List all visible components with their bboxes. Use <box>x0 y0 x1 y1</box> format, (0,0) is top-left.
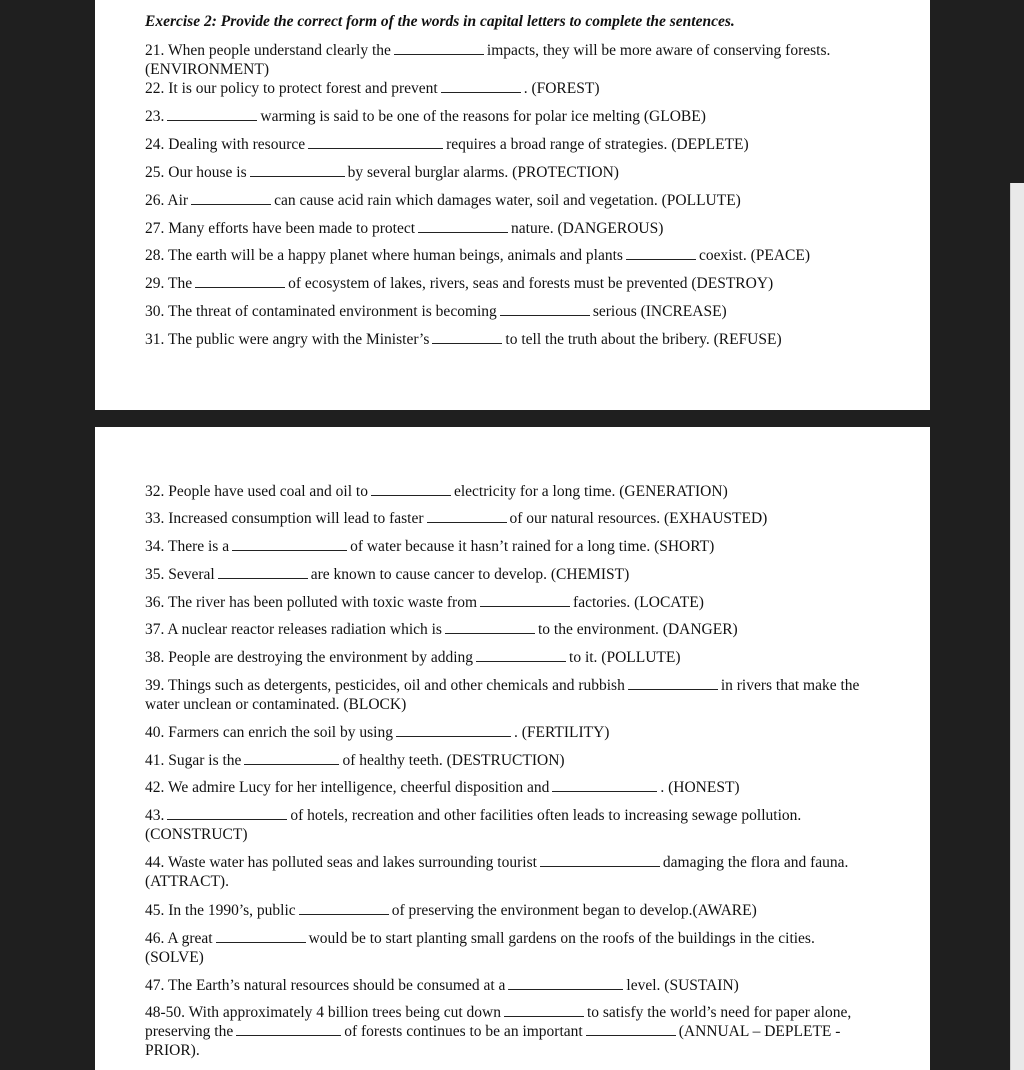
question-38: 38. People are destroying the environment by adding to it. (POLLUTE) <box>145 649 681 666</box>
question-36: 36. The river has been polluted with toxic waste from factories. (LOCATE) <box>145 594 704 611</box>
scrollbar[interactable] <box>1010 183 1024 1070</box>
answer-blank[interactable] <box>445 620 535 634</box>
exercise-title: Exercise 2: Provide the correct form of the words in capital letters to complete the sentences. <box>145 13 735 30</box>
answer-blank[interactable] <box>396 723 511 737</box>
question-29: 29. The of ecosystem of lakes, rivers, seas and forests must be prevented (DESTROY) <box>145 275 774 292</box>
question-30: 30. The threat of contaminated environment is becoming serious (INCREASE) <box>145 303 727 320</box>
question-21: 21. When people understand clearly the impacts, they will be more aware of conserving forests. (ENVIRONMENT) <box>145 42 831 78</box>
answer-blank[interactable] <box>167 806 287 820</box>
answer-blank[interactable] <box>232 537 347 551</box>
question-35: 35. Several are known to cause cancer to develop. (CHEMIST) <box>145 566 630 583</box>
question-45: 45. In the 1990’s, public of preserving the environment began to develop.(AWARE) <box>145 902 757 919</box>
answer-blank[interactable] <box>308 135 443 149</box>
answer-blank[interactable] <box>418 219 508 233</box>
answer-blank[interactable] <box>394 41 484 55</box>
question-46: 46. A great would be to start planting small gardens on the roofs of the buildings in the cities. (SOLVE) <box>145 930 815 966</box>
question-23: 23. warming is said to be one of the reasons for polar ice melting (GLOBE) <box>145 108 706 125</box>
question-34: 34. There is a of water because it hasn’t rained for a long time. (SHORT) <box>145 538 715 555</box>
answer-blank[interactable] <box>500 302 590 316</box>
question-37: 37. A nuclear reactor releases radiation which is to the environment. (DANGER) <box>145 621 738 638</box>
worksheet-page-2 <box>95 427 930 1070</box>
question-43: 43. of hotels, recreation and other facilities often leads to increasing sewage pollution. (CONSTRUCT) <box>145 807 802 843</box>
answer-blank[interactable] <box>244 751 339 765</box>
answer-blank[interactable] <box>552 778 657 792</box>
answer-blank[interactable] <box>195 274 285 288</box>
answer-blank[interactable] <box>371 482 451 496</box>
question-39: 39. Things such as detergents, pesticides, oil and other chemicals and rubbish in rivers that make the water unclean or contaminated. (BLOCK) <box>145 677 860 713</box>
question-25: 25. Our house is by several burglar alarms. (PROTECTION) <box>145 164 619 181</box>
answer-blank[interactable] <box>480 593 570 607</box>
answer-blank[interactable] <box>427 509 507 523</box>
question-26: 26. Air can cause acid rain which damages water, soil and vegetation. (POLLUTE) <box>145 192 741 209</box>
answer-blank[interactable] <box>236 1022 341 1036</box>
answer-blank[interactable] <box>540 853 660 867</box>
answer-blank[interactable] <box>250 163 345 177</box>
question-22: 22. It is our policy to protect forest and prevent . (FOREST) <box>145 80 600 97</box>
question-24: 24. Dealing with resource requires a broad range of strategies. (DEPLETE) <box>145 136 749 153</box>
question-44: 44. Waste water has polluted seas and lakes surrounding tourist damaging the flora and fauna. (ATTRACT). <box>145 854 849 890</box>
question-42: 42. We admire Lucy for her intelligence, cheerful disposition and . (HONEST) <box>145 779 740 796</box>
answer-blank[interactable] <box>191 191 271 205</box>
question-31: 31. The public were angry with the Minister’s to tell the truth about the bribery. (REFUSE) <box>145 331 782 348</box>
answer-blank[interactable] <box>218 565 308 579</box>
question-32: 32. People have used coal and oil to electricity for a long time. (GENERATION) <box>145 483 728 500</box>
answer-blank[interactable] <box>299 901 389 915</box>
answer-blank[interactable] <box>432 330 502 344</box>
answer-blank[interactable] <box>476 648 566 662</box>
answer-blank[interactable] <box>504 1003 584 1017</box>
answer-blank[interactable] <box>441 79 521 93</box>
answer-blank[interactable] <box>167 107 257 121</box>
answer-blank[interactable] <box>626 246 696 260</box>
worksheet-page-1 <box>95 0 930 410</box>
answer-blank[interactable] <box>628 676 718 690</box>
answer-blank[interactable] <box>508 976 623 990</box>
question-28: 28. The earth will be a happy planet where human beings, animals and plants coexist. (PEACE) <box>145 247 811 264</box>
question-27: 27. Many efforts have been made to protect nature. (DANGEROUS) <box>145 220 664 237</box>
question-41: 41. Sugar is the of healthy teeth. (DESTRUCTION) <box>145 752 565 769</box>
question-33: 33. Increased consumption will lead to faster of our natural resources. (EXHAUSTED) <box>145 510 768 527</box>
question-40: 40. Farmers can enrich the soil by using . (FERTILITY) <box>145 724 610 741</box>
answer-blank[interactable] <box>586 1022 676 1036</box>
answer-blank[interactable] <box>216 929 306 943</box>
question-47: 47. The Earth’s natural resources should be consumed at a level. (SUSTAIN) <box>145 977 739 994</box>
question-48-50: 48-50. With approximately 4 billion trees being cut down to satisfy the world’s need for paper alone, preserving the of forests continues to be an important (ANNUAL – DEPLETE - PRIOR). <box>145 1004 852 1059</box>
